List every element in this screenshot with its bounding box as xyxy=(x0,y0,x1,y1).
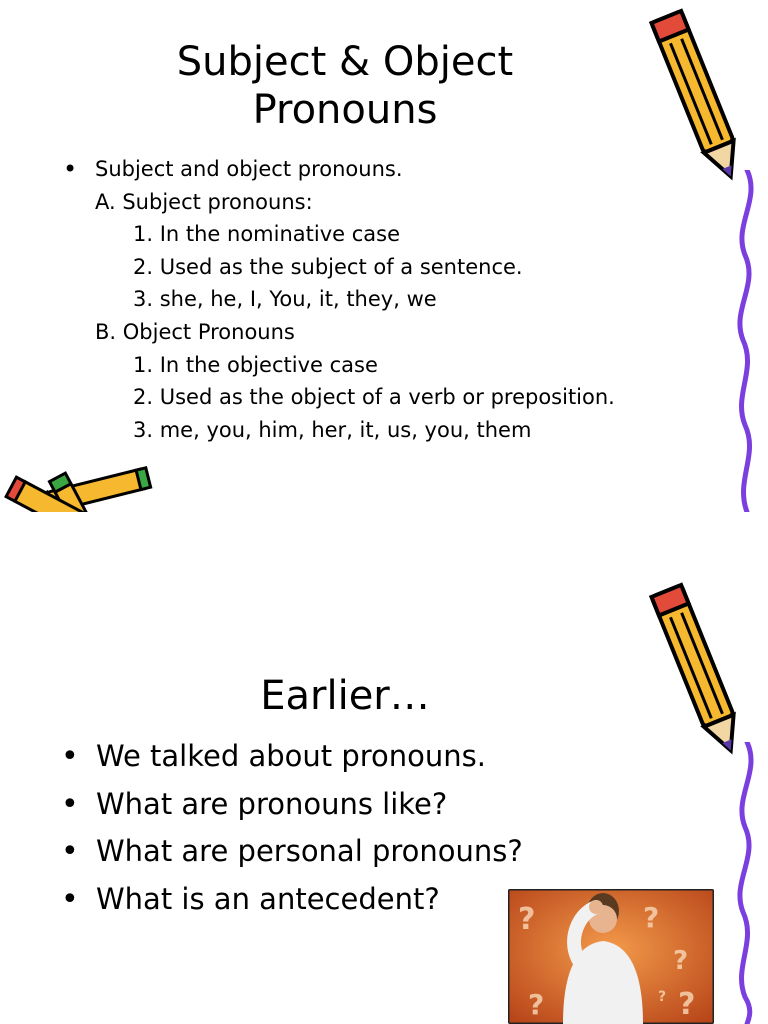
list-item-text: 1. In the objective case xyxy=(133,352,378,377)
list-item-text: 3. she, he, I, You, it, they, we xyxy=(133,287,437,312)
list-item xyxy=(95,316,615,349)
list-item xyxy=(95,218,615,251)
list-item xyxy=(63,153,615,186)
pencil-icon xyxy=(640,574,760,764)
crossed-pencils-icon xyxy=(0,462,160,512)
list-item xyxy=(61,781,523,829)
list-item xyxy=(61,828,523,876)
list-item-text: B. Object Pronouns xyxy=(95,319,295,344)
slide-earlier xyxy=(0,512,768,1024)
list-item-text: A. Subject pronouns: xyxy=(95,189,313,214)
list-item-text: 3. me, you, him, her, it, us, you, them xyxy=(133,417,532,442)
bullet-dot: • xyxy=(63,155,78,183)
slide-title: Earlier… xyxy=(260,673,430,719)
bullet-list xyxy=(61,733,523,923)
svg-text:?: ? xyxy=(568,939,578,958)
squiggle-line-icon xyxy=(725,170,768,512)
svg-text:?: ? xyxy=(643,901,660,934)
list-item xyxy=(95,251,615,284)
svg-text:?: ? xyxy=(673,946,689,976)
slide-title xyxy=(100,38,590,134)
list-item-text: 1. In the nominative case xyxy=(133,222,401,247)
list-item-text: We talked about pronouns. xyxy=(96,739,486,773)
svg-text:?: ? xyxy=(658,989,667,1005)
bullet-dot: • xyxy=(61,881,79,917)
list-item xyxy=(95,349,615,382)
svg-text:?: ? xyxy=(528,988,545,1021)
list-item-text: 2. Used as the subject of a sentence. xyxy=(133,254,523,279)
title-line-2: Pronouns xyxy=(252,87,438,133)
list-item-text: 2. Used as the object of a verb or preposition. xyxy=(133,385,615,410)
list-item xyxy=(61,876,523,924)
confused-man-photo xyxy=(508,889,714,1024)
pencil-icon xyxy=(640,0,760,190)
list-item-text: Subject and object pronouns. xyxy=(95,157,403,181)
question-marks-photo-icon xyxy=(508,889,714,1024)
svg-text:?: ? xyxy=(518,902,536,937)
list-item-text: What is an antecedent? xyxy=(96,881,440,916)
title-line-1: Subject & Object xyxy=(176,39,514,85)
bullet-dot: • xyxy=(61,786,79,822)
list-item xyxy=(95,283,615,316)
svg-text:?: ? xyxy=(678,987,696,1022)
list-item xyxy=(61,733,523,781)
squiggle-line-icon xyxy=(725,742,768,1024)
bullet-dot: • xyxy=(61,739,79,774)
bullet-list xyxy=(63,153,615,446)
list-item xyxy=(95,381,615,414)
list-item-text: What are pronouns like? xyxy=(96,786,448,821)
bullet-dot: • xyxy=(61,834,79,869)
list-item-text: What are personal pronouns? xyxy=(96,834,523,868)
list-item xyxy=(95,186,615,219)
list-item xyxy=(95,414,615,447)
